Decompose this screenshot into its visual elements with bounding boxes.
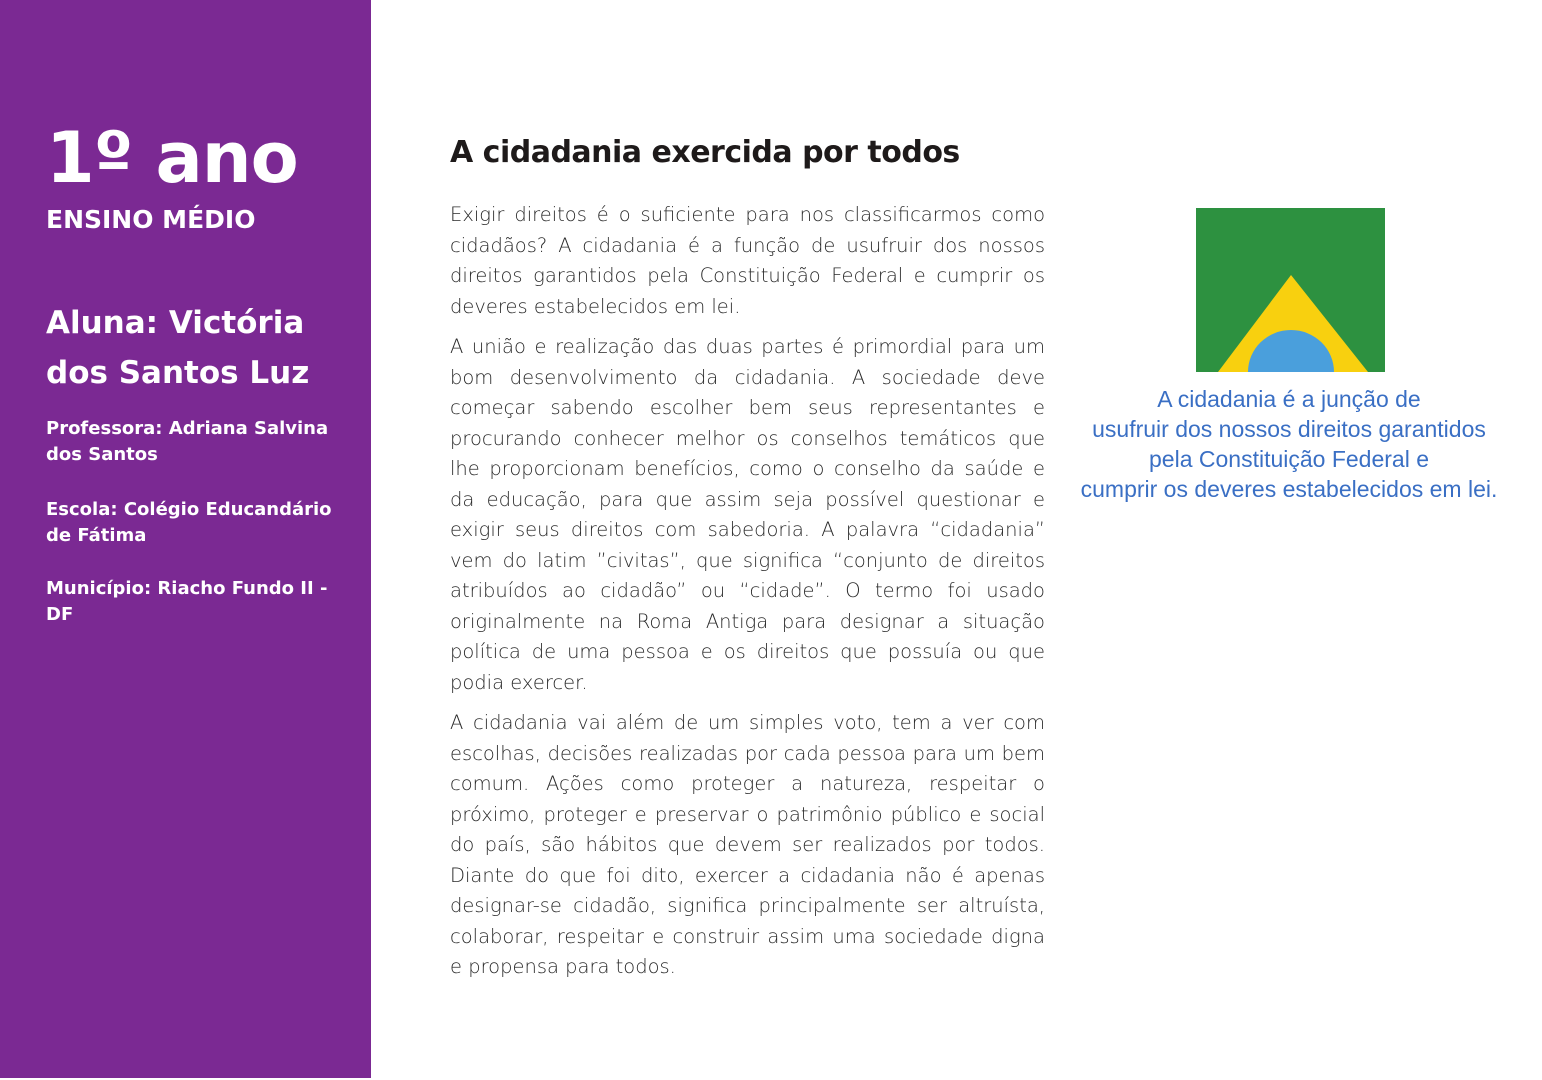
grade-heading: 1º ano xyxy=(46,117,298,199)
article-title: A cidadania exercida por todos xyxy=(450,135,960,170)
caption-line: cumprir os deveres estabelecidos em lei. xyxy=(1080,476,1498,502)
caption-line: pela Constituição Federal e xyxy=(1149,446,1429,472)
student-name: Aluna: Victória dos Santos Luz xyxy=(46,305,310,391)
sidebar xyxy=(0,0,371,1078)
caption-line: A cidadania é a junção de xyxy=(1157,386,1421,412)
city-name: Município: Riacho Fundo II - DF xyxy=(46,578,328,625)
article-paragraph: A cidadania vai além de um simples voto, tem a ver com escolhas, decisões realizadas por cada pessoa para um bem comum. Ações como proteger a natureza, respeitar o próximo, proteger e preservar o patrimônio público e social do país, são hábitos que devem ser realizados por todos. Diante do que foi dito, exercer a cidadania não é apenas designar-se cidadão, significa principalmente ser altruísta, colaborar, respeitar e construir assim uma sociedade digna e propensa para todos. xyxy=(450,711,1045,978)
article-body xyxy=(450,200,1045,993)
article-paragraph: Exigir direitos é o suficiente para nos classificarmos como cidadãos? A cidadania é a função de usufruir dos nossos direitos garantidos pela Constituição Federal e cumprir os deveres estabelecidos em lei. xyxy=(450,203,1045,318)
figure-caption xyxy=(1060,384,1518,504)
article-paragraph: A união e realização das duas partes é primordial para um bom desenvolvimento da cidadania. A sociedade deve começar sabendo escolher bem seus representantes e procurando conhecer melhor os conselhos temáticos que lhe proporcionam benefícios, como o conselho da saúde e da educação, para que assim seja possível questionar e exigir seus direitos com sabedoria. A palavra “cidadania” vem do latim ”civitas”, que significa “conjunto de direitos atribuídos ao cidadão” ou “cidade”. O termo foi usado originalmente na Roma Antiga para designar a situação política de uma pessoa e os direitos que possuía ou que podia exercer. xyxy=(450,335,1045,694)
teacher-name: Professora: Adriana Salvina dos Santos xyxy=(46,418,329,465)
school-name: Escola: Colégio Educandário de Fátima xyxy=(46,499,332,546)
level-label: ENSINO MÉDIO xyxy=(46,205,256,234)
brazil-flag-stylized-icon xyxy=(1196,208,1385,372)
caption-line: usufruir dos nossos direitos garantidos xyxy=(1092,416,1486,442)
